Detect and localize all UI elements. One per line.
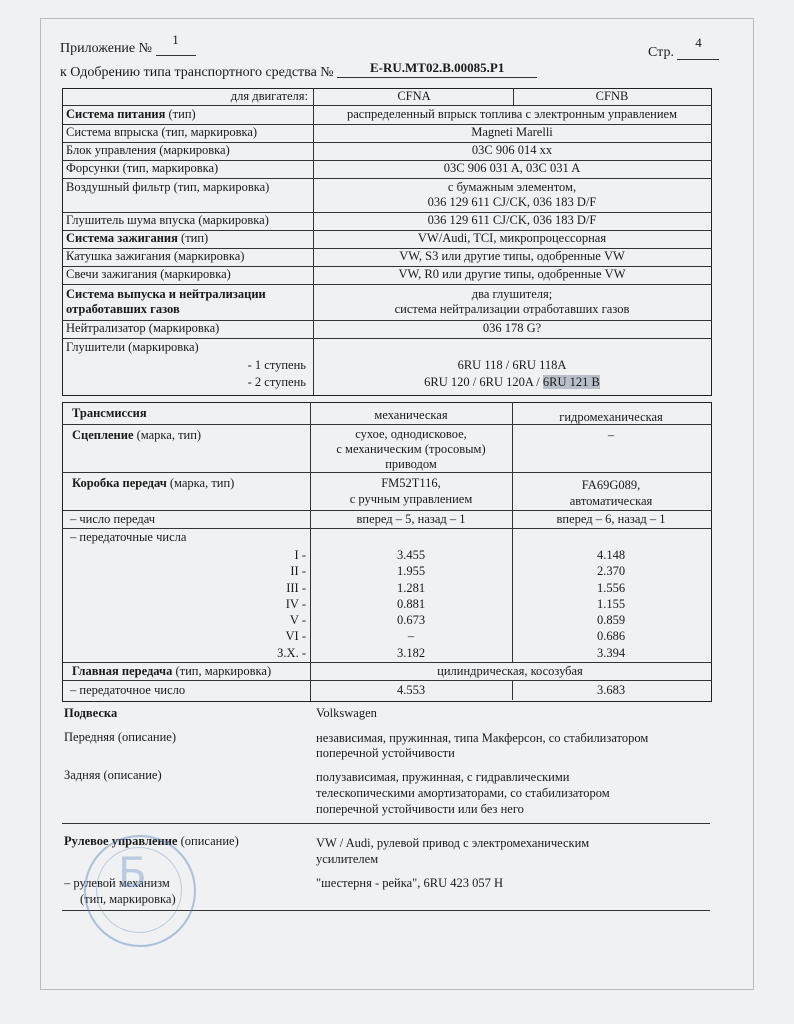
clutch-value-2: с механическим (тросовым) bbox=[336, 442, 486, 456]
rear-suspension-line3: поперечной устойчивости или без него bbox=[316, 802, 524, 816]
appendix-line bbox=[60, 32, 196, 58]
row-value-exhaust-2: система нейтрализации отработавших газов bbox=[394, 302, 630, 316]
gearbox-manual-1: FM52T116, bbox=[381, 476, 441, 490]
row-label-injectors: Форсунки (тип, маркировка) bbox=[66, 161, 219, 175]
suspension-brand: Volkswagen bbox=[316, 706, 377, 720]
appendix-label: Приложение № bbox=[60, 41, 152, 56]
front-suspension-label: Передняя (описание) bbox=[64, 730, 177, 744]
front-suspension-line2: поперечной устойчивости bbox=[316, 746, 455, 760]
row-label-ignition-coil: Катушка зажигания (маркировка) bbox=[66, 249, 245, 263]
gear-label: VI - bbox=[285, 629, 306, 643]
rear-suspension-line1: полузависимая, пружинная, с гидравлическими bbox=[316, 770, 570, 784]
row-value-air-filter: с бумажным элементом, bbox=[447, 180, 577, 194]
gear-label: V - bbox=[289, 613, 306, 627]
row-value-ignition: VW/Audi, TCI, микропроцессорная bbox=[417, 231, 607, 245]
gear-ratio-auto: 0.686 bbox=[596, 629, 626, 643]
rear-suspension-line2: телескопическими амортизаторами, со стабилизатором bbox=[316, 786, 610, 800]
final-ratio-manual: 4.553 bbox=[396, 683, 426, 697]
clutch-label: Сцепление (марка, тип) bbox=[72, 428, 202, 442]
page-label: Стр. bbox=[648, 45, 674, 60]
approval-label: к Одобрению типа транспортного средства № bbox=[60, 65, 334, 80]
engine-col-label: для двигателя: bbox=[230, 89, 308, 103]
appendix-number: 1 bbox=[172, 32, 179, 47]
muffler-stage2-label: - 2 ступень bbox=[247, 375, 306, 389]
muffler-stage1-label: - 1 ступень bbox=[247, 358, 306, 372]
gear-ratio-manual: 3.182 bbox=[396, 646, 426, 660]
final-ratio-auto: 3.683 bbox=[596, 683, 626, 697]
gear-label: З.Х. - bbox=[277, 646, 306, 660]
gear-ratio-manual: 1.281 bbox=[396, 581, 426, 595]
approval-number: E-RU.MT02.B.00085.P1 bbox=[370, 60, 505, 75]
suspension-title: Подвеска bbox=[64, 706, 118, 720]
row-value-fuel-system: распределенный впрыск топлива с электронным управлением bbox=[346, 107, 678, 121]
row-value-exhaust: два глушителя; bbox=[471, 287, 553, 301]
clutch-value-3: приводом bbox=[385, 457, 437, 471]
row-value-intake-silencer: 036 129 611 CJ/CK, 036 183 D/F bbox=[427, 213, 597, 227]
gear-ratio-auto: 3.394 bbox=[596, 646, 626, 660]
front-suspension-line1: независимая, пружинная, типа Макферсон, со стабилизатором bbox=[316, 731, 649, 745]
muffler-stage1-value: 6RU 118 / 6RU 118A bbox=[457, 358, 567, 372]
gear-ratio-manual: 1.955 bbox=[396, 564, 426, 578]
gear-label: III - bbox=[286, 581, 306, 595]
gear-label: II - bbox=[290, 564, 306, 578]
engine-col-cfnb: CFNB bbox=[595, 89, 629, 103]
gear-ratio-auto: 0.859 bbox=[596, 613, 626, 627]
seal-letter: Б bbox=[118, 848, 147, 897]
final-drive-value: цилиндрическая, косозубая bbox=[437, 664, 583, 678]
row-value-catalyst: 036 178 G? bbox=[482, 321, 542, 335]
clutch-value-auto: – bbox=[607, 428, 615, 442]
approval-line bbox=[60, 60, 537, 82]
row-label-intake-silencer: Глушитель шума впуска (маркировка) bbox=[66, 213, 269, 227]
row-value-injectors: 03C 906 031 A, 03C 031 A bbox=[443, 161, 581, 175]
row-label-exhaust-2: отработавших газов bbox=[66, 302, 180, 316]
steering-mech-label-1: – рулевой механизм bbox=[64, 876, 170, 890]
gears-count-manual: вперед – 5, назад – 1 bbox=[356, 512, 466, 526]
gear-label: I - bbox=[294, 548, 306, 562]
row-label-injection: Система впрыска (тип, маркировка) bbox=[66, 125, 258, 139]
gear-ratio-auto: 1.556 bbox=[596, 581, 626, 595]
row-label-exhaust: Система выпуска и нейтрализации bbox=[66, 287, 266, 301]
gear-label: IV - bbox=[285, 597, 306, 611]
gear-ratio-auto: 1.155 bbox=[596, 597, 626, 611]
row-value-spark-plugs: VW, R0 или другие типы, одобренные VW bbox=[398, 267, 626, 281]
gearbox-auto-1: FA69G089, bbox=[581, 478, 641, 492]
gearbox-manual-2: с ручным управлением bbox=[349, 492, 473, 506]
gears-count-auto: вперед – 6, назад – 1 bbox=[556, 512, 666, 526]
clutch-value-1: сухое, однодисковое, bbox=[355, 427, 467, 441]
final-drive-label: Главная передача (тип, маркировка) bbox=[72, 664, 272, 678]
highlighted-part-number: 6RU 121 B bbox=[542, 375, 600, 389]
row-value-injection: Magneti Marelli bbox=[471, 125, 553, 139]
muffler-stage2-value: 6RU 120 / 6RU 120A / 6RU 121 B bbox=[424, 375, 600, 389]
row-label-mufflers: Глушители (маркировка) bbox=[66, 340, 199, 354]
transmission-title: Трансмиссия bbox=[72, 406, 147, 420]
row-label-spark-plugs: Свечи зажигания (маркировка) bbox=[66, 267, 231, 281]
gear-ratio-manual: 0.881 bbox=[396, 597, 426, 611]
row-value-ignition-coil: VW, S3 или другие типы, одобренные VW bbox=[399, 249, 625, 263]
rear-suspension-label: Задняя (описание) bbox=[64, 768, 162, 782]
engine-col-cfna: CFNA bbox=[397, 89, 431, 103]
gears-count-label: – число передач bbox=[70, 512, 156, 526]
gear-ratio-manual: 0.673 bbox=[396, 613, 426, 627]
col-manual: механическая bbox=[374, 408, 448, 422]
row-value-air-filter-2: 036 129 611 CJ/CK, 036 183 D/F bbox=[427, 195, 597, 209]
gear-ratio-manual: 3.455 bbox=[396, 548, 426, 562]
gear-ratio-auto: 2.370 bbox=[596, 564, 626, 578]
steering-mech-label-2: (тип, маркировка) bbox=[80, 892, 176, 906]
row-label-air-filter: Воздушный фильтр (тип, маркировка) bbox=[66, 180, 270, 194]
gearbox-label: Коробка передач (марка, тип) bbox=[72, 476, 235, 490]
steering-mech-value: "шестерня - рейка", 6RU 423 057 H bbox=[316, 876, 504, 890]
steering-title: Рулевое управление (описание) bbox=[64, 834, 239, 848]
gear-ratio-auto: 4.148 bbox=[596, 548, 626, 562]
col-automatic: гидромеханическая bbox=[559, 410, 663, 424]
gearbox-auto-2: автоматическая bbox=[569, 494, 653, 508]
final-ratio-label: – передаточное число bbox=[70, 683, 186, 697]
row-label-fuel-system: Система питания (тип) bbox=[66, 107, 196, 121]
steering-value-line1: VW / Audi, рулевой привод с электромеханическим bbox=[316, 836, 590, 850]
row-label-ignition: Система зажигания (тип) bbox=[66, 231, 209, 245]
page-number: 4 bbox=[695, 35, 702, 50]
row-value-ecu: 03C 906 014 xx bbox=[471, 143, 553, 157]
row-label-ecu: Блок управления (маркировка) bbox=[66, 143, 230, 157]
ratios-label: – передаточные числа bbox=[70, 530, 187, 544]
steering-value-line2: усилителем bbox=[316, 852, 379, 866]
gear-ratio-manual: – bbox=[407, 629, 415, 643]
page-number-line bbox=[648, 35, 719, 62]
row-label-catalyst: Нейтрализатор (маркировка) bbox=[66, 321, 220, 335]
